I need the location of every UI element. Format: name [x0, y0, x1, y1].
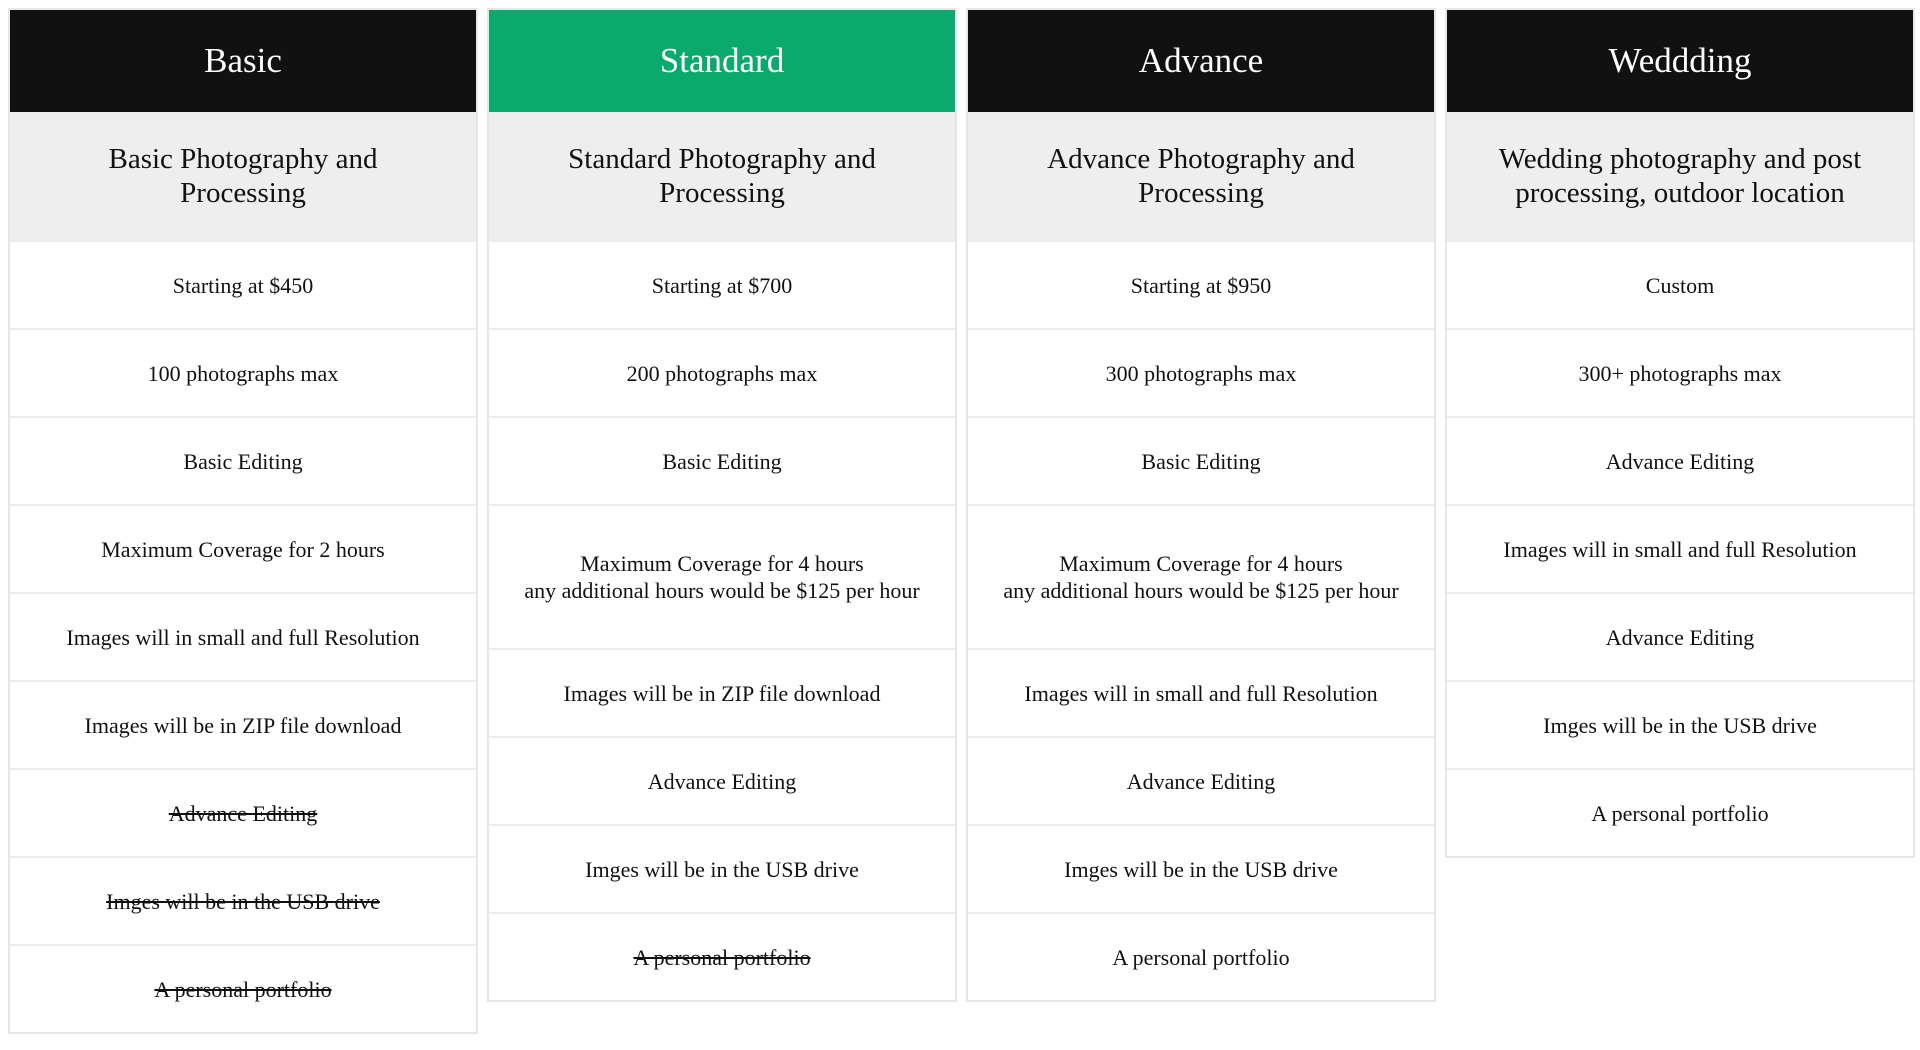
- feature-item: Advance Editing: [1447, 592, 1913, 680]
- plan-title: Weddding: [1447, 10, 1913, 112]
- feature-item: Imges will be in the USB drive: [489, 824, 955, 912]
- feature-item: A personal portfolio: [968, 912, 1434, 1000]
- feature-item: Starting at $950: [968, 240, 1434, 328]
- feature-item: Images will be in ZIP file download: [10, 680, 476, 768]
- feature-list: [10, 240, 476, 1032]
- plan-card-standard: [487, 8, 957, 1002]
- feature-item: A personal portfolio: [1447, 768, 1913, 856]
- feature-item: 300 photographs max: [968, 328, 1434, 416]
- feature-list: [1447, 240, 1913, 856]
- plan-title: Advance: [968, 10, 1434, 112]
- feature-list: [968, 240, 1434, 1000]
- plan-title: Basic: [10, 10, 476, 112]
- feature-item: Starting at $450: [10, 240, 476, 328]
- feature-item-unavailable: A personal portfolio: [489, 912, 955, 1000]
- feature-item: 200 photographs max: [489, 328, 955, 416]
- plan-card-basic: [8, 8, 478, 1034]
- feature-item: Custom: [1447, 240, 1913, 328]
- feature-list: [489, 240, 955, 1000]
- feature-item: 300+ photographs max: [1447, 328, 1913, 416]
- feature-item: Advance Editing: [968, 736, 1434, 824]
- feature-item: Maximum Coverage for 4 hours any additional hours would be $125 per hour: [968, 504, 1434, 648]
- feature-item-unavailable: Advance Editing: [10, 768, 476, 856]
- feature-item: Maximum Coverage for 4 hours any additional hours would be $125 per hour: [489, 504, 955, 648]
- plan-description: Wedding photography and post processing, outdoor location: [1447, 112, 1913, 240]
- feature-item: Images will in small and full Resolution: [1447, 504, 1913, 592]
- feature-item: Images will in small and full Resolution: [968, 648, 1434, 736]
- feature-item: Images will be in ZIP file download: [489, 648, 955, 736]
- feature-item: Maximum Coverage for 2 hours: [10, 504, 476, 592]
- feature-item-unavailable: Imges will be in the USB drive: [10, 856, 476, 944]
- feature-item: Starting at $700: [489, 240, 955, 328]
- feature-item-unavailable: A personal portfolio: [10, 944, 476, 1032]
- plan-description: Standard Photography and Processing: [489, 112, 955, 240]
- feature-item: 100 photographs max: [10, 328, 476, 416]
- plan-card-wedding: [1445, 8, 1915, 858]
- feature-item: Basic Editing: [489, 416, 955, 504]
- feature-item: Basic Editing: [968, 416, 1434, 504]
- plan-card-advance: [966, 8, 1436, 1002]
- feature-item: Imges will be in the USB drive: [968, 824, 1434, 912]
- plan-description: Advance Photography and Processing: [968, 112, 1434, 240]
- feature-item: Advance Editing: [1447, 416, 1913, 504]
- plan-title: Standard: [489, 10, 955, 112]
- feature-item: Images will in small and full Resolution: [10, 592, 476, 680]
- feature-item: Advance Editing: [489, 736, 955, 824]
- feature-item: Basic Editing: [10, 416, 476, 504]
- feature-item: Imges will be in the USB drive: [1447, 680, 1913, 768]
- plan-description: Basic Photography and Processing: [10, 112, 476, 240]
